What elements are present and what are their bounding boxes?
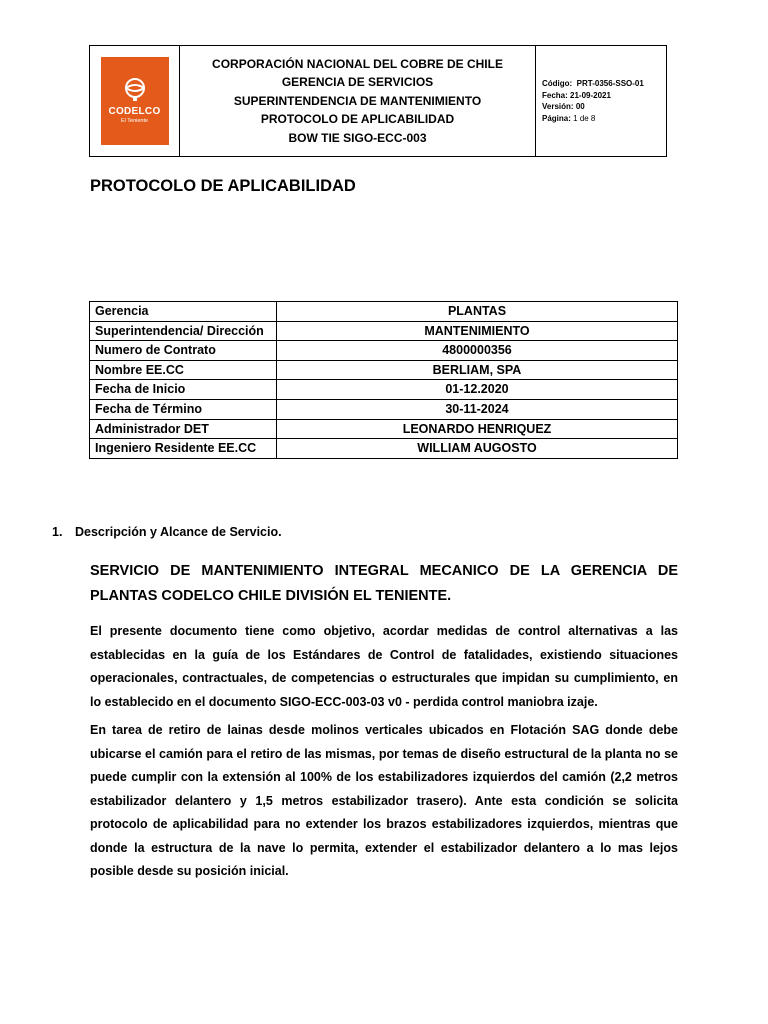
table-row: Superintendencia/ Dirección MANTENIMIENTO — [90, 321, 678, 341]
section-title: Descripción y Alcance de Servicio. — [75, 525, 282, 539]
meta-page: Página: 1 de 8 — [542, 113, 596, 123]
header-title-line: SUPERINTENDENCIA DE MANTENIMIENTO — [233, 93, 482, 108]
service-title: SERVICIO DE MANTENIMIENTO INTEGRAL MECANICO DE LA GERENCIA DE PLANTAS CODELCO CHILE DIVISIÓN EL TENIENTE. — [90, 563, 678, 604]
document-meta — [536, 46, 666, 156]
meta-version: Versión: 00 — [542, 102, 585, 111]
header-title-line: GERENCIA DE SERVICIOS — [281, 75, 434, 90]
table-row: Ingeniero Residente EE.CC WILLIAM AUGOSTO — [90, 439, 678, 459]
document-title: PROTOCOLO DE APLICABILIDAD — [90, 177, 356, 195]
header-title-block — [180, 46, 536, 156]
table-row: Numero de Contrato 4800000356 — [90, 341, 678, 361]
table-row: Fecha de Inicio 01-12.2020 — [90, 380, 678, 400]
paragraph-objective: El presente documento tiene como objetivo, acordar medidas de control alternativas a las establecidas en la guía de los Estándares de Control de fatalidades, existiendo situaciones operacionales, contractuales, de competencias o estructurales que impidan su cumplimiento, en lo establecido en el documento SIGO-ECC-003-03 v0 - perdida control maniobra izaje. — [90, 624, 678, 709]
logo-subtitle: El Teniente — [120, 118, 149, 124]
meta-code: Código: PRT-0356-SSO-01 — [542, 79, 644, 88]
codelco-emblem-icon — [122, 78, 148, 102]
header-title-line: CORPORACIÓN NACIONAL DEL COBRE DE CHILE — [212, 56, 503, 71]
table-row: Fecha de Término 30-11-2024 — [90, 399, 678, 419]
table-row: Gerencia PLANTAS — [90, 302, 678, 322]
meta-date: Fecha: 21-09-2021 — [542, 90, 611, 100]
logo-cell — [90, 46, 180, 156]
section-number: 1. — [52, 525, 63, 539]
table-row: Nombre EE.CC BERLIAM, SPA — [90, 360, 678, 380]
document-header — [89, 45, 667, 157]
codelco-logo — [101, 57, 169, 145]
header-title-line: PROTOCOLO DE APLICABILIDAD — [260, 112, 455, 127]
header-title-line: BOW TIE SIGO-ECC-003 — [288, 130, 427, 145]
contract-info-table — [89, 301, 678, 459]
paragraph-task-description: En tarea de retiro de lainas desde molinos verticales ubicados en Flotación SAG donde debe ubicarse el camión para el retiro de las mismas, por temas de diseño estructural de la planta no se puede cumplir con la extensión al 100% de los estabilizadores izquierdos del camión (2,2 metros estabilizador delantero y 1,5 metros estabilizador trasero). Ante esta condición se solicita protocolo de aplicabilidad para no extender los brazos estabilizadores izquierdos, mientras que donde la estructura de la nave lo permita, extender el estabilizador delantero a lo mas lejos posible desde su posición inicial. — [90, 723, 678, 878]
section-heading — [52, 525, 282, 539]
logo-brand: CODELCO — [108, 106, 161, 117]
table-row: Administrador DET LEONARDO HENRIQUEZ — [90, 419, 678, 439]
